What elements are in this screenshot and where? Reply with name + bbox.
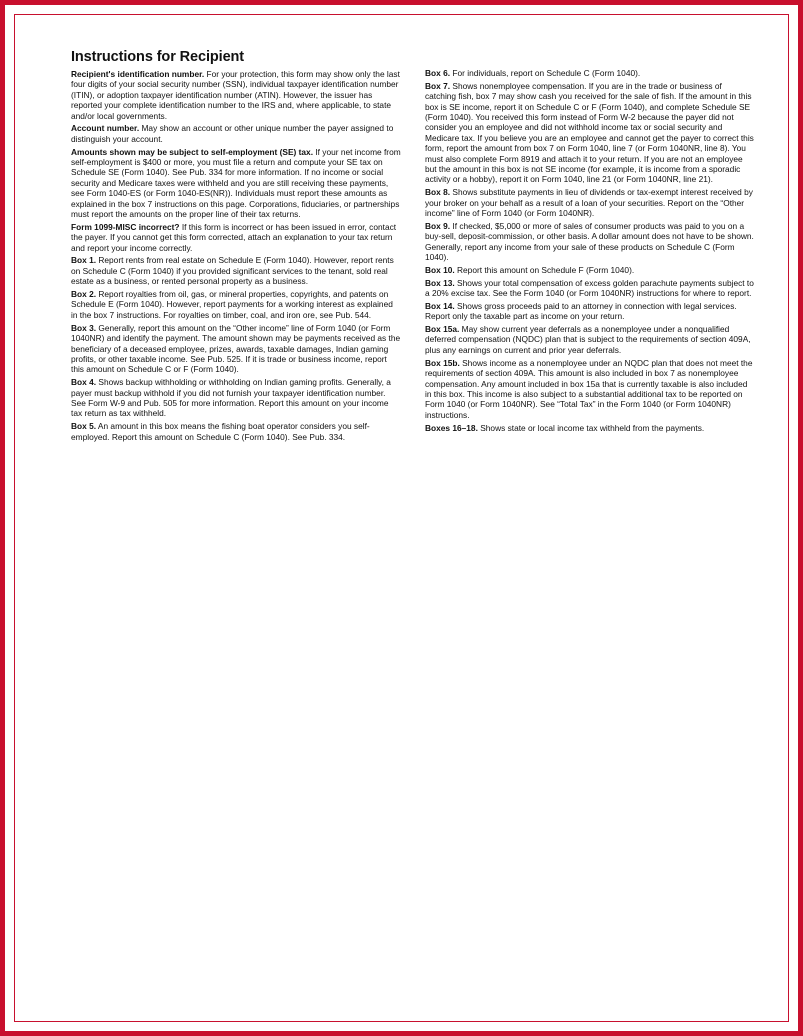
instruction-heading: Box 6. xyxy=(425,68,451,78)
instruction-box-8 xyxy=(425,187,755,218)
instruction-text: May show an account or other unique number the payer assigned to distinguish your account. xyxy=(71,123,394,144)
instruction-text: If checked, $5,000 or more of sales of consumer products was paid to you on a buy-sell, deposit-commission, or other basis. A dollar amount does not have to be shown. Generally, report any income from your sale of these products on Schedule C (Form 1040). xyxy=(425,220,754,263)
instruction-form-incorrect xyxy=(71,222,401,253)
instruction-account-number xyxy=(71,123,401,144)
instruction-recipient-id xyxy=(71,69,401,121)
instruction-text: If this form is incorrect or has been issued in error, contact the payer. If you cannot get this form corrected, attach an explanation to your tax return and report your income correctly. xyxy=(71,221,397,253)
instruction-box-2 xyxy=(71,289,401,320)
instruction-box-9 xyxy=(425,221,755,263)
instruction-text: For your protection, this form may show only the last four digits of your social security number (SSN), individual taxpayer identification number (ITIN), or adoption taxpayer identification number (ATIN). However, the issuer has reported your complete identification number to the IRS and, where applicable, to state and/or local governments. xyxy=(71,69,400,121)
instruction-text: Report this amount on Schedule F (Form 1040). xyxy=(457,264,635,275)
instruction-text: Shows substitute payments in lieu of dividends or tax-exempt interest received by your broker on your behalf as a result of a loan of your securities. Report on the “Other income” line of Form 1040 (or Form 1040NR). xyxy=(425,187,753,219)
instruction-heading: Box 8. xyxy=(425,187,451,198)
instruction-box-10 xyxy=(425,265,755,275)
instruction-se-tax xyxy=(71,147,401,220)
instruction-heading: Box 2. xyxy=(71,289,97,300)
instruction-heading: Form 1099-MISC incorrect? xyxy=(71,221,180,232)
instruction-heading: Box 10. xyxy=(425,264,455,275)
instruction-heading: Box 13. xyxy=(425,277,455,288)
instruction-text: Shows your total compensation of excess golden parachute payments subject to a 20% excise tax. See the Form 1040 (or Form 1040NR) instructions for where to report. xyxy=(425,277,754,299)
instruction-text: Report royalties from oil, gas, or mineral properties, copyrights, and patents on Schedule E (Form 1040). However, report payments for a working interest as explained in the box 7 instructions. For royalties on timber, coal, and iron ore, see Pub. 544. xyxy=(71,289,393,320)
instruction-text: For individuals, report on Schedule C (Form 1040). xyxy=(452,68,641,78)
instruction-box-6 xyxy=(425,68,755,78)
instruction-text: If your net income from self-employment is $400 or more, you must file a return and compute your SE tax on Schedule SE (Form 1040). See Pub. 334 for more information. If no income or social security and Medicare taxes were withheld and you are still receiving these payments, see Form 1040-ES (or Form 1040-ES(NR)). Individuals must report these amounts as explained in the box 7 instructions on this page. Corporations, fiduciaries, or partnerships must report the amounts on the proper line of their tax returns. xyxy=(71,146,401,220)
instruction-heading: Recipient's identification number. xyxy=(71,69,205,79)
instruction-box-1 xyxy=(71,255,401,286)
instruction-text: Report rents from real estate on Schedule E (Form 1040). However, report rents on Schedule C (Form 1040) if you provided significant services to the tenant, sold real estate as a business, or rented personal property as a business. xyxy=(71,255,394,287)
instruction-heading: Box 9. xyxy=(425,220,451,231)
instruction-text: An amount in this box means the fishing boat operator considers you self-employed. Report this amount on Schedule C (Form 1040). See Pub. 334. xyxy=(71,421,370,442)
instruction-heading: Boxes 16–18. xyxy=(425,422,478,433)
instruction-heading: Amounts shown may be subject to self-employment (SE) tax. xyxy=(71,146,314,157)
instruction-text: Shows backup withholding or withholding on Indian gaming profits. Generally, a payer must backup withhold if you did not furnish your taxpayer identification number. See Form W-9 and Pub. 505 for more information. Report this amount on your income tax return as tax withheld. xyxy=(71,377,391,419)
instruction-heading: Account number. xyxy=(71,123,140,134)
instruction-text: May show current year deferrals as a nonemployee under a nonqualified deferred compensation (NQDC) plan that is subject to the requirements of section 409A, plus any earnings on current and prior year deferrals. xyxy=(425,324,751,355)
instruction-box-5 xyxy=(71,421,401,442)
instruction-text: Shows state or local income tax withheld from the payments. xyxy=(480,422,705,433)
instruction-text: Shows gross proceeds paid to an attorney in connection with legal services. Report only the taxable part as income on your return. xyxy=(425,300,737,322)
instruction-heading: Box 1. xyxy=(71,255,97,266)
instruction-heading: Box 5. xyxy=(71,421,97,432)
instruction-box-3 xyxy=(71,323,401,375)
right-column xyxy=(425,68,755,435)
instruction-heading: Box 7. xyxy=(425,80,451,91)
instruction-heading: Box 15a. xyxy=(425,324,460,335)
instruction-box-4 xyxy=(71,377,401,419)
instruction-box-7 xyxy=(425,81,755,185)
instruction-heading: Box 14. xyxy=(425,300,455,311)
instruction-box-15a xyxy=(425,324,755,355)
left-column xyxy=(71,69,401,444)
instruction-boxes-16-18 xyxy=(425,423,755,433)
instruction-text: Generally, report this amount on the “Other income” line of Form 1040 (or Form 1040NR) and identify the payment. The amount shown may be payments received as the beneficiary of a deceased employee, prizes, awards, taxable damages, Indian gaming profits, or other taxable income. See Pub. 525. If it is trade or business income, report this amount on Schedule C or F (Form 1040). xyxy=(71,322,401,375)
instruction-heading: Box 15b. xyxy=(425,357,460,368)
instruction-box-13 xyxy=(425,278,755,299)
instruction-box-15b xyxy=(425,358,755,420)
instruction-box-14 xyxy=(425,301,755,322)
instruction-heading: Box 4. xyxy=(71,377,97,388)
instruction-heading: Box 3. xyxy=(71,322,97,333)
instruction-text: Shows income as a nonemployee under an NQDC plan that does not meet the requirements of section 409A. This amount is also included in box 7 as nonemployee compensation. Any amount included in box 15a that is currently taxable is also included in this box. This income is also subject to a substantial additional tax to be reported on Form 1040 (or Form 1040NR). See “Total Tax” in the Form 1040 (or Form 1040NR) instructions. xyxy=(425,357,753,420)
page-title: Instructions for Recipient xyxy=(71,49,245,65)
instruction-text: Shows nonemployee compensation. If you are in the trade or business of catching fish, box 7 may show cash you received for the sale of fish. If the amount in this box is SE income, report it on Schedule C or F (Form 1040), and complete Schedule SE (Form 1040). You received this form instead of Form W-2 because the payer did not consider you an employee and did not withhold income tax or social security and Medicare tax. If you believe you are an employee and cannot get the payer to correct this form, report the amount from box 7 on Form 1040, line 7 (or Form 1040NR, line 8). You must also complete Form 8919 and attach it to your return. If you are not an employee but the amount in this box is not SE income (for example, it is income from a sporadic activity or a hobby), report it on Form 1040, line 21 (or Form 1040NR, line 21). xyxy=(425,80,754,185)
